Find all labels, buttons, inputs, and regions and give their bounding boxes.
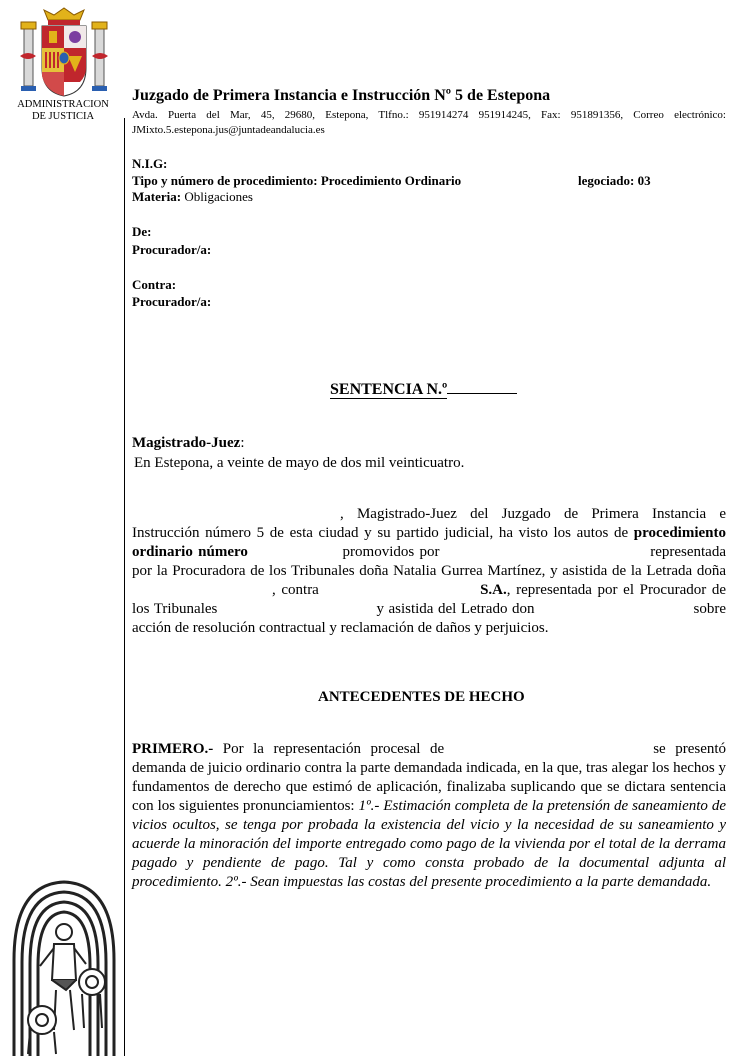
intro-text-4: representada por la Procuradora de los Tribunales doña Natalia Gurrea Martínez, y asistida de la Letrada doña	[132, 544, 726, 579]
plaintiff-procurador-label: Procurador/a:	[132, 242, 212, 257]
primero-text-1: Por la representación procesal de	[222, 741, 445, 757]
court-address: Avda. Puerta del Mar, 45, 29680, Estepona, Tlfno.: 951914274 951914245, Fax: 951891356, Correo electrónico: JMixto.5.estepona.jus@juntadeandalucia.es	[132, 109, 726, 136]
primero-paragraph	[132, 740, 726, 892]
court-title: Juzgado de Primera Instancia e Instrucción Nº 5 de Estepona	[132, 87, 551, 104]
admin-label-line1: ADMINISTRACION	[17, 99, 109, 110]
magistrado-line	[132, 434, 726, 453]
intro-text-8: y asistida del Letrado don	[376, 601, 535, 617]
materia-label: Materia:	[132, 189, 182, 204]
defendant-procurador-label: Procurador/a:	[132, 294, 212, 309]
intro-text-3: promovidos por	[342, 544, 440, 560]
sentencia-number-blank	[447, 379, 517, 394]
negociado-label: legociado: 03	[578, 173, 651, 188]
intro-paragraph	[132, 505, 726, 638]
nig-label: N.I.G:	[132, 156, 168, 171]
margin-rule	[124, 118, 125, 1056]
intro-text-5: , contra	[272, 582, 319, 598]
admin-justicia-label	[10, 99, 116, 123]
spain-coat-of-arms-icon	[18, 6, 110, 102]
intro-text-6: S.A.	[480, 582, 507, 598]
plaintiff-label: De:	[132, 224, 152, 239]
intro-text-9: sobre acción de resolución contractual y reclamación de daños y perjuicios.	[132, 601, 727, 636]
admin-label-line2: DE JUSTICIA	[31, 111, 95, 122]
materia-value: Obligaciones	[184, 189, 253, 204]
intro-text-7: , representada por el Procurador de los Tribunales	[132, 582, 727, 617]
sentencia-title	[330, 379, 517, 399]
magistrado-colon: :	[240, 435, 245, 451]
primero-pronunciamientos: 1º.- Estimación completa de la pretensión de saneamiento de vicios ocultos, se tenga por probada la existencia del vicio y la necesidad de su saneamiento y acuerde la minoración del importe entregado como pago de la vivienda por el total de la derrama pagado y pendiente de pago. Tal y como consta probado de la documental adjunta al procedimiento. 2º.- Sean impuestas las costas del presente procedimiento a la parte demandada.	[132, 798, 727, 890]
sentencia-title-text: SENTENCIA N.º	[330, 381, 448, 398]
sentencia-date: En Estepona, a veinte de mayo de dos mil veinticuatro.	[134, 455, 465, 471]
primero-text-2: se presentó demanda de juicio ordinario contra la parte demandada indicada, en la que, tras alegar los hechos y fundamentos de derecho que estimó de aplicación, finalizaba suplicando que se dictara sentencia con los siguientes pronunciamientos:	[132, 741, 727, 814]
antecedentes-heading: ANTECEDENTES DE HECHO	[318, 689, 525, 705]
defendant-label: Contra:	[132, 277, 177, 292]
magistrado-label: Magistrado-Juez	[132, 435, 241, 451]
intro-text-2: procedimiento ordinario número	[132, 525, 726, 560]
primero-label: PRIMERO.-	[132, 741, 214, 757]
procedure-type-label: Tipo y número de procedimiento: Procedimiento Ordinario	[132, 173, 462, 188]
junta-andalucia-emblem-icon	[6, 870, 122, 1056]
materia-row	[132, 189, 253, 205]
intro-text-1: , Magistrado-Juez del Juzgado de Primera Instancia e Instrucción número 5 de esta ciudad y su partido judicial, ha visto los autos de	[132, 506, 726, 541]
